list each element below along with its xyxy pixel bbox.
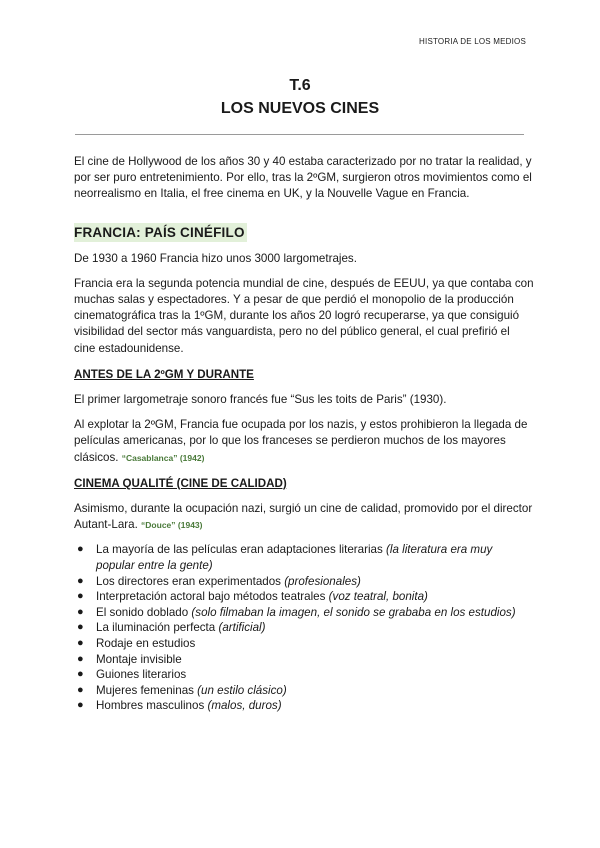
paragraph-primer-sonoro: El primer largometraje sonoro francés fue “Sus les toits de Paris” (1930). — [74, 393, 447, 407]
film-year: (1942) — [179, 452, 205, 463]
list-item: ● Los directores eran experimentados (profesionales) — [77, 574, 361, 588]
intro-paragraph: El cine de Hollywood de los años 30 y 40 estaba caracterizado por no tratar la realidad, y por ser puro entretenimiento. Por ello, tras la 2ºGM, surgieron otros movimientos como el neorrealismo en Italia, el free cinema en UK, y la Nouvelle Vague en Francia. — [74, 155, 532, 201]
bullet-icon: ● — [77, 668, 84, 681]
film-title: “Douce” — [141, 520, 176, 531]
bullet-icon: ● — [77, 621, 84, 634]
paragraph-autant-lara — [74, 501, 534, 533]
bullet-icon: ● — [77, 637, 84, 650]
bullet-icon: ● — [77, 699, 84, 712]
bullet-icon: ● — [77, 574, 84, 587]
paragraph-largometrajes: De 1930 a 1960 Francia hizo unos 3000 largometrajes. — [74, 251, 357, 265]
bullet-icon: ● — [77, 543, 84, 556]
list-item: ● La mayoría de las películas eran adaptaciones literarias (la literatura era muy popular entre la gente) — [77, 543, 493, 573]
bullet-icon: ● — [77, 652, 84, 665]
bullet-icon: ● — [77, 683, 84, 696]
running-header: HISTORIA DE LOS MEDIOS — [419, 37, 526, 46]
bullet-icon: ● — [77, 605, 84, 618]
topic-number: T.6 — [289, 77, 311, 94]
section-heading-qualite: CINEMA QUALITÉ (CINE DE CALIDAD) — [74, 476, 287, 490]
film-reference — [141, 520, 202, 530]
page-title: LOS NUEVOS CINES — [220, 100, 380, 117]
list-item: ● Rodaje en estudios — [77, 637, 196, 651]
list-item: ● Guiones literarios — [77, 668, 187, 682]
film-year: (1943) — [177, 520, 203, 531]
list-item: ● Mujeres femeninas (un estilo clásico) — [77, 683, 287, 697]
document-body — [74, 154, 534, 714]
title-block — [0, 75, 600, 121]
list-item: ● El sonido doblado (solo filmaban la imagen, el sonido se grababa en los estudios) — [77, 605, 516, 619]
characteristics-list — [74, 542, 534, 714]
section-heading-francia: FRANCIA: PAÍS CINÉFILO — [74, 224, 245, 240]
list-item: ● La iluminación perfecta (artificial) — [77, 621, 266, 635]
film-title: “Casablanca” — [121, 452, 178, 463]
paragraph-ocupacion-text: Al explotar la 2ºGM, Francia fue ocupada por los nazis, y estos prohibieron la llegada de películas americanas, por lo que los franceses se perdieron muchos de los mayores clásicos. — [74, 418, 528, 464]
bullet-icon: ● — [77, 590, 84, 603]
paragraph-autant-lara-text: Asimismo, durante la ocupación nazi, surgió un cine de calidad, promovido por el director Autant-Lara. — [74, 502, 533, 532]
section-heading-antes: ANTES DE LA 2ºGM Y DURANTE — [74, 367, 254, 381]
paragraph-potencia: Francia era la segunda potencia mundial de cine, después de EEUU, ya que contaba con muchas salas y espectadores. Y a pesar de que perdió el monopolio de la producción cinematográfica tras la 1ºGM, durante los años 20 logró recuperarse, ya que consiguió visibilidad del sector más vanguardista, pero no del público general, el cual prefirió el cine estadounidense. — [74, 276, 534, 355]
list-item: ● Montaje invisible — [77, 652, 182, 666]
list-item: ● Interpretación actoral bajo métodos teatrales (voz teatral, bonita) — [77, 590, 428, 604]
film-reference — [122, 453, 205, 463]
title-divider — [75, 134, 524, 135]
paragraph-ocupacion — [74, 417, 534, 466]
list-item: ● Hombres masculinos (malos, duros) — [77, 699, 282, 713]
